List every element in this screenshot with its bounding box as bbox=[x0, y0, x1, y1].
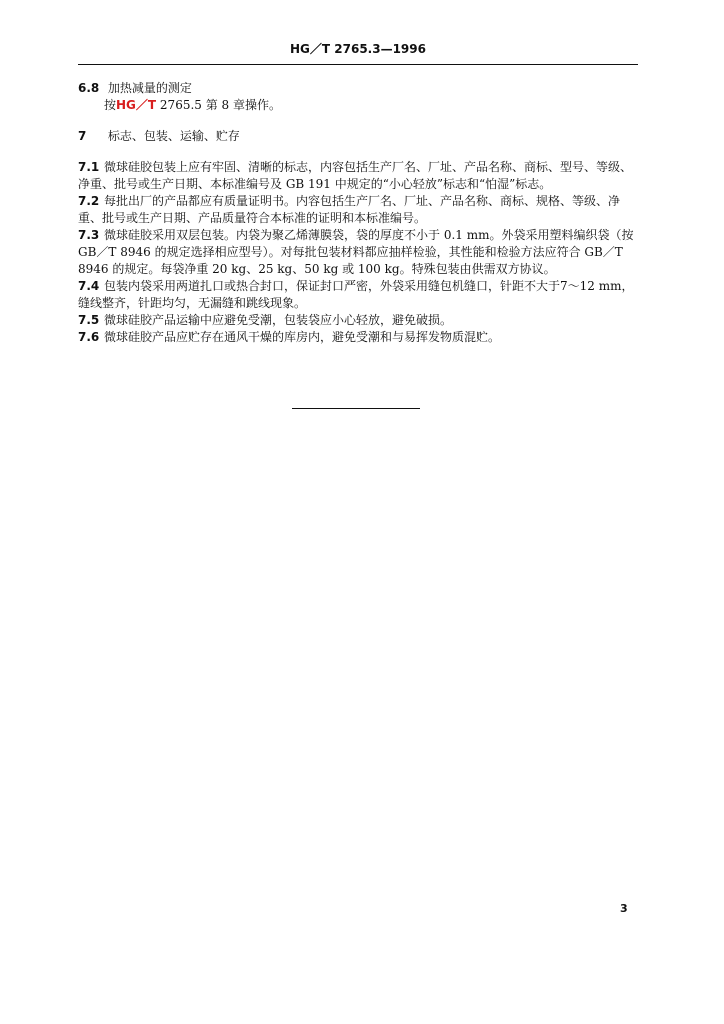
standard-reference: HG／T bbox=[116, 98, 157, 112]
clause-number: 7.1 bbox=[78, 160, 100, 174]
section-6-8-heading bbox=[78, 80, 638, 97]
clause-text: 包装内袋采用两道扎口或热合封口，保证封口严密，外袋采用缝包机缝口，针距不大于7～12 mm，缝线整齐，针距均匀，无漏缝和跳线现象。 bbox=[78, 279, 634, 310]
clause-7-3 bbox=[78, 227, 638, 278]
clause-7-2 bbox=[78, 193, 638, 227]
text-rest: 2765.5 第 8 章操作。 bbox=[156, 98, 281, 112]
clause-number: 7.6 bbox=[78, 330, 100, 344]
header-rule bbox=[78, 64, 638, 65]
clause-number: 7.5 bbox=[78, 313, 100, 327]
clause-7-4 bbox=[78, 278, 638, 312]
clause-number: 7.4 bbox=[78, 279, 100, 293]
clause-number: 7.2 bbox=[78, 194, 100, 208]
section-title: 加热减量的测定 bbox=[107, 81, 192, 95]
section-7-heading bbox=[78, 128, 638, 145]
section-number: 7 bbox=[78, 129, 87, 143]
end-rule bbox=[292, 408, 420, 409]
section-6-8-body bbox=[78, 97, 638, 114]
clause-7-5 bbox=[78, 312, 638, 329]
section-title: 标志、包装、运输、贮存 bbox=[107, 129, 240, 143]
text-prefix: 按 bbox=[104, 98, 117, 112]
page-number: 3 bbox=[620, 902, 628, 915]
clause-text: 微球硅胶产品应贮存在通风干燥的库房内，避免受潮和与易挥发物质混贮。 bbox=[104, 330, 501, 344]
clause-number: 7.3 bbox=[78, 228, 100, 242]
clause-text: 微球硅胶包装上应有牢固、清晰的标志，内容包括生产厂名、厂址、产品名称、商标、型号、等级、净重、批号或生产日期、本标准编号及 GB 191 中规定的“小心轻放”标志和“怕湿”标志。 bbox=[78, 160, 633, 191]
clause-text: 微球硅胶产品运输中应避免受潮，包装袋应小心轻放，避免破损。 bbox=[104, 313, 453, 327]
clause-text: 每批出厂的产品都应有质量证明书。内容包括生产厂名、厂址、产品名称、商标、规格、等级、净重、批号或生产日期、产品质量符合本标准的证明和本标准编号。 bbox=[78, 194, 621, 225]
clause-text: 微球硅胶采用双层包装。内袋为聚乙烯薄膜袋，袋的厚度不小于 0.1 mm。外袋采用塑料编织袋（按 GB／T 8946 的规定选择相应型号）。对每批包装材料都应抽样检验，其性能和检验方法应符合 GB／T 8946 的规定。每袋净重 20 kg、25 kg、50 kg 或 100 kg。特殊包装由供需双方协议。 bbox=[78, 228, 634, 276]
document-header: HG／T 2765.3—1996 bbox=[290, 42, 426, 56]
clause-7-6 bbox=[78, 329, 638, 346]
clause-7-1 bbox=[78, 159, 638, 193]
section-number: 6.8 bbox=[78, 81, 100, 95]
document-body bbox=[78, 80, 638, 346]
